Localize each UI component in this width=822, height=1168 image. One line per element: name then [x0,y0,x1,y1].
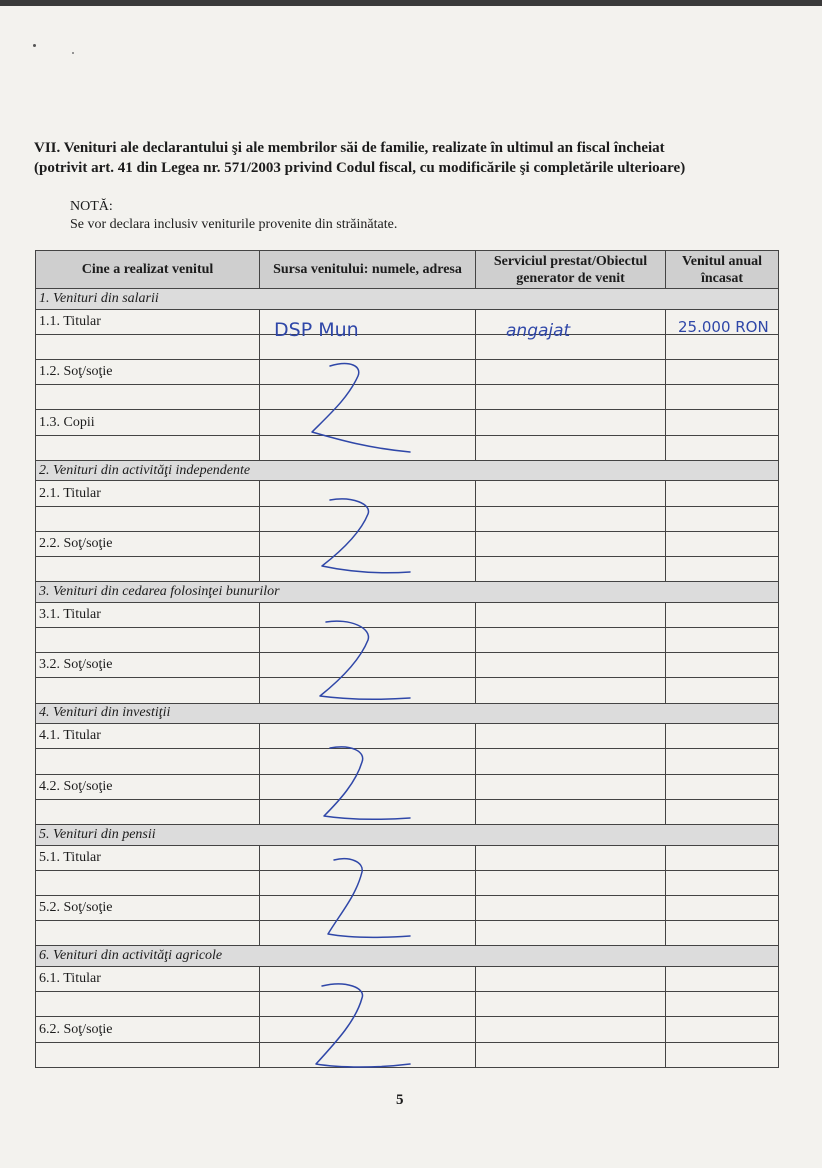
table-row [36,799,779,824]
note-text: Se vor declara inclusiv veniturile provenite din străinătate. [70,217,398,232]
table-row [36,870,779,895]
handwritten-source: DSP Mun [274,319,359,341]
row-label: 1.3. Copii [36,410,260,435]
row-label: 2.2. Soţ/soţie [36,531,260,556]
table-row [36,678,779,703]
scan-speck [72,52,74,54]
row-label: 3.1. Titular [36,602,260,627]
table-row [36,845,779,870]
table-row [36,653,779,678]
row-label: 4.1. Titular [36,724,260,749]
table-row [36,506,779,531]
table-row [36,602,779,627]
table-row [36,896,779,921]
section-title: 5. Venituri din pensii [36,825,779,846]
row-label: 6.1. Titular [36,967,260,992]
table-row [36,774,779,799]
section-title: 3. Venituri din cedarea folosinţei bunurilor [36,582,779,603]
header-income: Venitul anual încasat [666,251,779,289]
heading-line-1: VII. Venituri ale declarantului şi ale membrilor săi de familie, realizate în ultimul an fiscal încheiat [34,140,665,156]
table-row [36,309,779,334]
table-row [36,724,779,749]
handwritten-income: 25.000 RON [678,318,769,336]
table-row [36,628,779,653]
table-row [36,435,779,460]
section-title: 4. Venituri din investiţii [36,703,779,724]
note-block [70,198,397,234]
row-label: 4.2. Soţ/soţie [36,774,260,799]
table-row [36,749,779,774]
section-title: 1. Venituri din salarii [36,289,779,310]
section-row [36,825,779,846]
section-title: 6. Venituri din activităţi agricole [36,946,779,967]
scan-top-edge [0,0,822,6]
header-service: Serviciul prestat/Obiectul generator de venit [476,251,666,289]
row-label: 6.2. Soţ/soţie [36,1017,260,1042]
header-who: Cine a realizat venitul [36,251,260,289]
header-source: Sursa venitului: numele, adresa [260,251,476,289]
row-label: 5.1. Titular [36,845,260,870]
table-row [36,921,779,946]
section-row [36,946,779,967]
row-label: 5.2. Soţ/soţie [36,896,260,921]
table-row [36,557,779,582]
table-row [36,992,779,1017]
heading-line-2: (potrivit art. 41 din Legea nr. 571/2003 privind Codul fiscal, cu modificările şi completările ulterioare) [34,160,686,176]
page-number: 5 [396,1092,404,1108]
table-row [36,385,779,410]
table-row [36,481,779,506]
handwritten-service: angajat [506,321,571,341]
section-row [36,289,779,310]
scan-speck [33,44,36,47]
table-row [36,1042,779,1067]
section-heading [34,138,780,178]
table-row [36,360,779,385]
table-row [36,967,779,992]
table-row [36,334,779,359]
income-table [35,250,779,1068]
row-label: 2.1. Titular [36,481,260,506]
section-row [36,460,779,481]
row-label: 3.2. Soţ/soţie [36,653,260,678]
table-row [36,531,779,556]
row-label: 1.2. Soţ/soţie [36,360,260,385]
section-row [36,582,779,603]
section-title: 2. Venituri din activităţi independente [36,460,779,481]
section-row [36,703,779,724]
table-row [36,410,779,435]
note-title: NOTĂ: [70,199,113,214]
table-row [36,1017,779,1042]
table-header-row [36,251,779,289]
row-label: 1.1. Titular [36,309,260,334]
